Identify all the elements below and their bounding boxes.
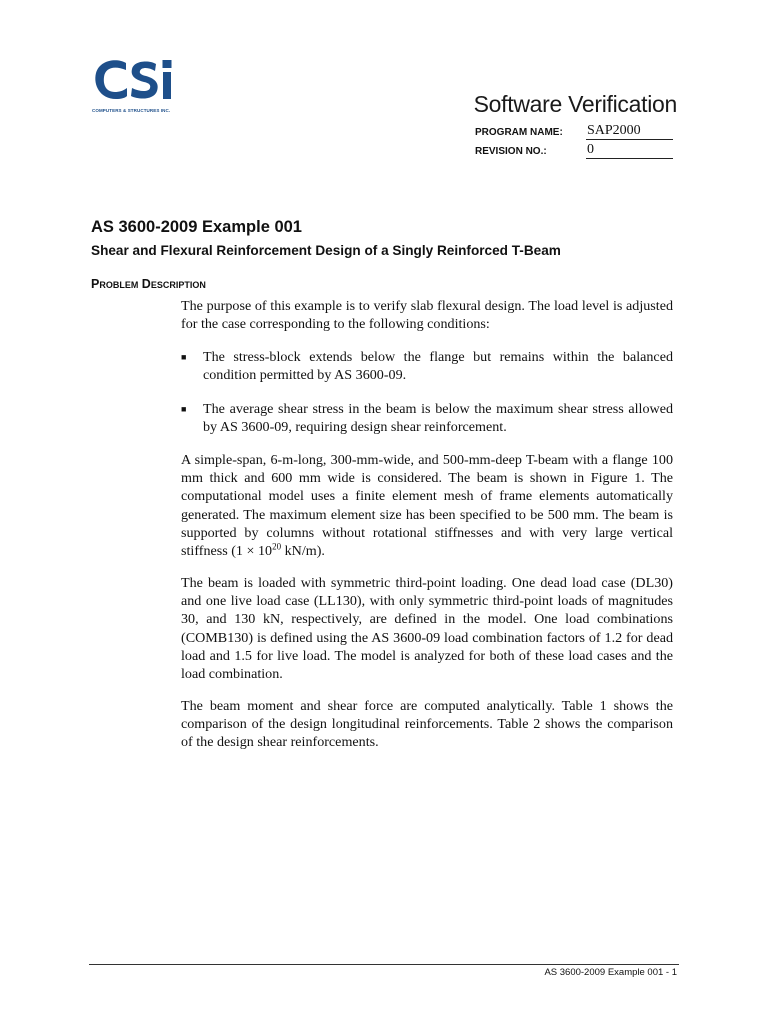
loading-text: The beam is loaded with symmetric third-point loading. One dead load case (DL30) and one live load case (LL130), with only symmetric third-point loads of magnitudes 30, and 130 kN, respectively, are defined in the model. One load combinations (COMB130) is defined using the AS 3600-09 load combination factors of 1.2 for dead load and 1.5 for live load. The model is analyzed for both of these load cases and the load combination.	[181, 575, 673, 683]
bullet-text: The average shear stress in the beam is below the maximum shear stress allowed by AS 3600-09, requiring design shear reinforcement.	[203, 401, 673, 436]
bullet-item	[181, 348, 673, 384]
revision-value: 0	[586, 142, 673, 159]
stiffness-unit: kN/m).	[281, 543, 325, 560]
beam-description-text	[181, 451, 673, 560]
results-paragraph	[181, 697, 673, 752]
csi-logo	[92, 55, 182, 117]
stiffness-exponent: 20	[272, 541, 282, 552]
csi-logo-mark	[92, 55, 182, 105]
bullet-marker-icon: ■	[181, 404, 187, 414]
bullet-marker-icon: ■	[181, 352, 187, 362]
bullet-item	[181, 400, 673, 436]
program-name-value: SAP2000	[586, 123, 673, 140]
revision-label: REVISION NO.:	[475, 146, 547, 157]
results-text: The beam moment and shear force are computed analytically. Table 1 shows the comparison of the design longitudinal reinforcements. Table 2 shows the comparison of the design shear reinforcements.	[181, 698, 673, 751]
loading-paragraph	[181, 574, 673, 683]
example-title: AS 3600-2009 Example 001	[91, 218, 302, 236]
example-subtitle: Shear and Flexural Reinforcement Design of a Singly Reinforced T-Beam	[91, 243, 561, 258]
bullet-text: The stress-block extends below the flange but remains within the balanced condition permitted by AS 3600-09.	[203, 349, 673, 384]
beam-description-main: A simple-span, 6-m-long, 300-mm-wide, and 500-mm-deep T-beam with a flange 100 mm thick and 600 mm wide is considered. The beam is shown in Figure 1. The computational model uses a finite element mesh of frame elements automatically generated. The maximum element size has been specified to be 500 mm. The beam is supported by columns without rotational stiffnesses and with very large vertical stiffness (1 × 10	[181, 452, 673, 560]
beam-description-paragraph	[181, 451, 673, 560]
section-heading: Problem Description	[91, 277, 206, 291]
intro-paragraph	[181, 297, 673, 333]
program-name-label: PROGRAM NAME:	[475, 127, 563, 138]
logo-subtext: COMPUTERS & STRUCTURES INC.	[92, 108, 171, 113]
footer-divider	[89, 964, 679, 965]
intro-text: The purpose of this example is to verify slab flexural design. The load level is adjusted for the case corresponding to the following conditions:	[181, 298, 673, 333]
footer-page-label: AS 3600-2009 Example 001 - 1	[544, 967, 677, 978]
document-type: Software Verification	[473, 91, 677, 117]
